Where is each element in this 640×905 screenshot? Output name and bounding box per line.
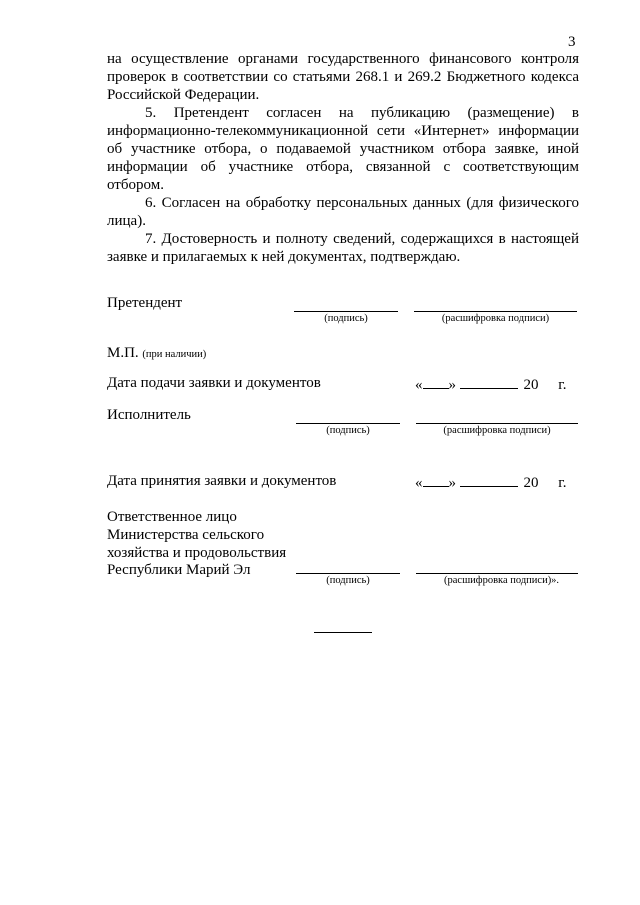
responsible-decoding-line bbox=[416, 573, 578, 574]
paragraph-5: 5. Претендент согласен на публикацию (размещение) в информационно-телекоммуникационной сети «Интернет» информации об участнике отбора, о подаваемой участником отбора заявке, иной информации об участнике отбора, связанной с соответствующим отбором. bbox=[107, 105, 579, 193]
stamp-label-row bbox=[107, 344, 206, 364]
submission-date-field bbox=[415, 374, 566, 394]
paragraph-7: 7. Достоверность и полноту сведений, содержащихся в настоящей заявке и прилагаемых к ней документах, подтверждаю. bbox=[107, 231, 579, 265]
year-prefix: 20 bbox=[523, 475, 539, 491]
month-blank bbox=[460, 472, 518, 487]
submission-date-label: Дата подачи заявки и документов bbox=[107, 375, 321, 391]
page-number: 3 bbox=[568, 34, 576, 50]
date-close-quote: » bbox=[448, 475, 456, 491]
applicant-signature-line bbox=[294, 311, 398, 312]
acceptance-date-field bbox=[415, 472, 566, 492]
day-blank bbox=[423, 374, 449, 389]
paragraph-6: 6. Согласен на обработку персональных данных (для физического лица). bbox=[107, 195, 579, 229]
date-open-quote: « bbox=[415, 475, 423, 491]
applicant-decoding-line bbox=[414, 311, 577, 312]
date-close-quote: » bbox=[448, 377, 456, 393]
month-blank bbox=[460, 374, 518, 389]
closing-separator-line bbox=[314, 632, 372, 633]
stamp-note: (при наличии) bbox=[142, 349, 207, 360]
stamp-label: М.П. bbox=[107, 345, 139, 361]
responsible-line-4: Республики Марий Эл bbox=[107, 562, 251, 578]
executor-signature-line bbox=[296, 423, 400, 424]
date-open-quote: « bbox=[415, 377, 423, 393]
paragraph-continuation: на осуществление органами государственного финансового контроля проверок в соответствии со статьями 268.1 и 269.2 Бюджетного кодекса Российской Федерации. bbox=[107, 51, 579, 103]
responsible-line-1: Ответственное лицо bbox=[107, 509, 237, 525]
acceptance-date-label: Дата принятия заявки и документов bbox=[107, 473, 337, 489]
executor-decoding-line bbox=[416, 423, 578, 424]
responsible-decoding-caption: (расшифровка подписи)». bbox=[444, 575, 560, 586]
applicant-signature-caption: (подпись) bbox=[324, 313, 368, 324]
executor-decoding-caption: (расшифровка подписи) bbox=[443, 425, 551, 436]
responsible-line-3: хозяйства и продовольствия bbox=[107, 545, 287, 561]
applicant-decoding-caption: (расшифровка подписи) bbox=[441, 313, 550, 324]
responsible-signature-caption: (подпись) bbox=[326, 575, 370, 586]
day-blank bbox=[423, 472, 449, 487]
responsible-line-2: Министерства сельского bbox=[107, 527, 265, 543]
year-suffix: г. bbox=[558, 377, 567, 393]
responsible-signature-line bbox=[296, 573, 400, 574]
year-suffix: г. bbox=[558, 475, 567, 491]
executor-label: Исполнитель bbox=[107, 407, 191, 423]
year-prefix: 20 bbox=[523, 377, 539, 393]
applicant-label: Претендент bbox=[107, 295, 183, 311]
executor-signature-caption: (подпись) bbox=[326, 425, 370, 436]
